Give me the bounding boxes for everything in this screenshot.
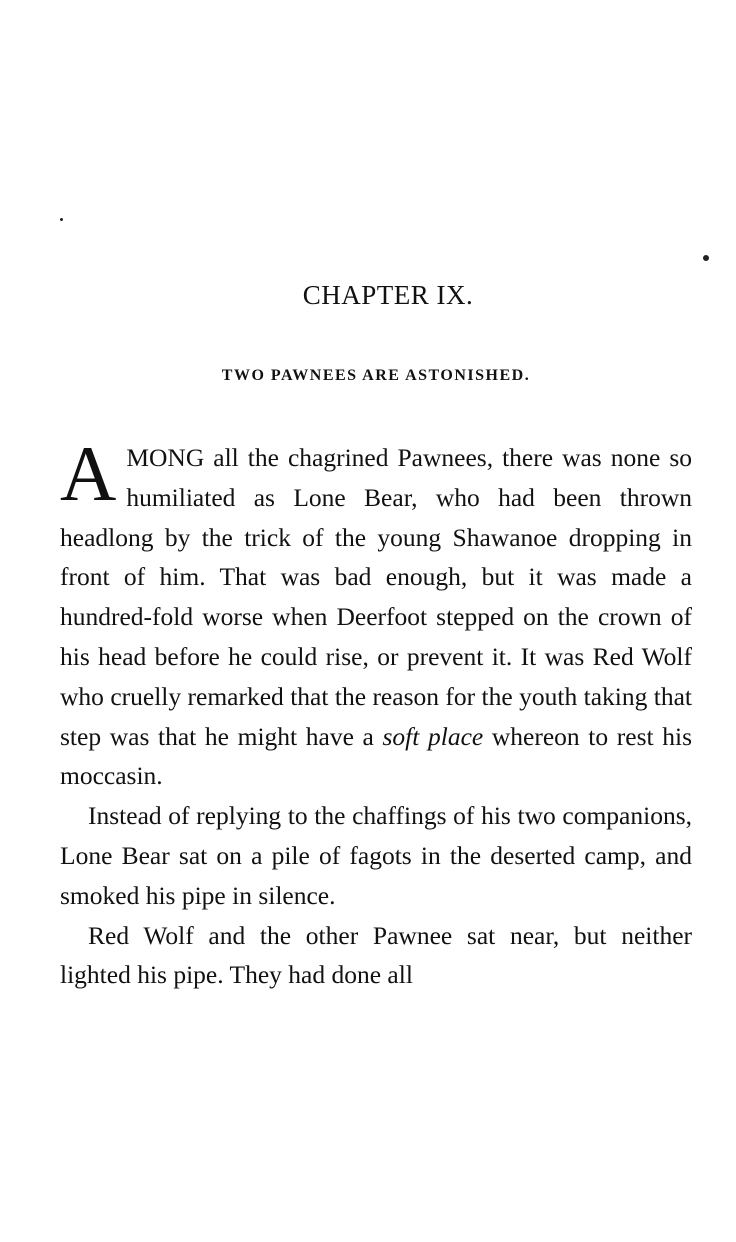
paragraph-1-emphasis: soft place — [382, 721, 484, 751]
paragraph-1-text: MONG all the chagrined Pawnees, there was none so humiliated as Lone Bear, who had been thrown headlong by the trick of the young Shawanoe dropping in front of him. That was bad enough, but it was made a hundred-fold worse when Deerfoot stepped on the crown of his head before he could rise, or prevent it. It was Red Wolf who cruelly remarked that the reason for the youth taking that step was that he might have a — [60, 443, 692, 751]
drop-cap: A — [60, 430, 117, 517]
print-speck — [703, 255, 709, 261]
chapter-body — [60, 430, 692, 995]
chapter-subtitle: TWO PAWNEES ARE ASTONISHED. — [221, 367, 531, 384]
paragraph-1 — [60, 430, 692, 796]
chapter-title: CHAPTER IX. — [302, 280, 474, 310]
paragraph-3: Red Wolf and the other Pawnee sat near, but neither lighted his pipe. They had done all — [60, 920, 692, 990]
paragraph-1-text-end: whereon to rest his moccasin. — [60, 721, 692, 791]
book-page — [60, 0, 692, 1242]
paragraph-2: Instead of replying to the chaffings of his two companions, Lone Bear sat on a pile of fagots in the deserted camp, and smoked his pipe in silence. — [60, 801, 692, 910]
